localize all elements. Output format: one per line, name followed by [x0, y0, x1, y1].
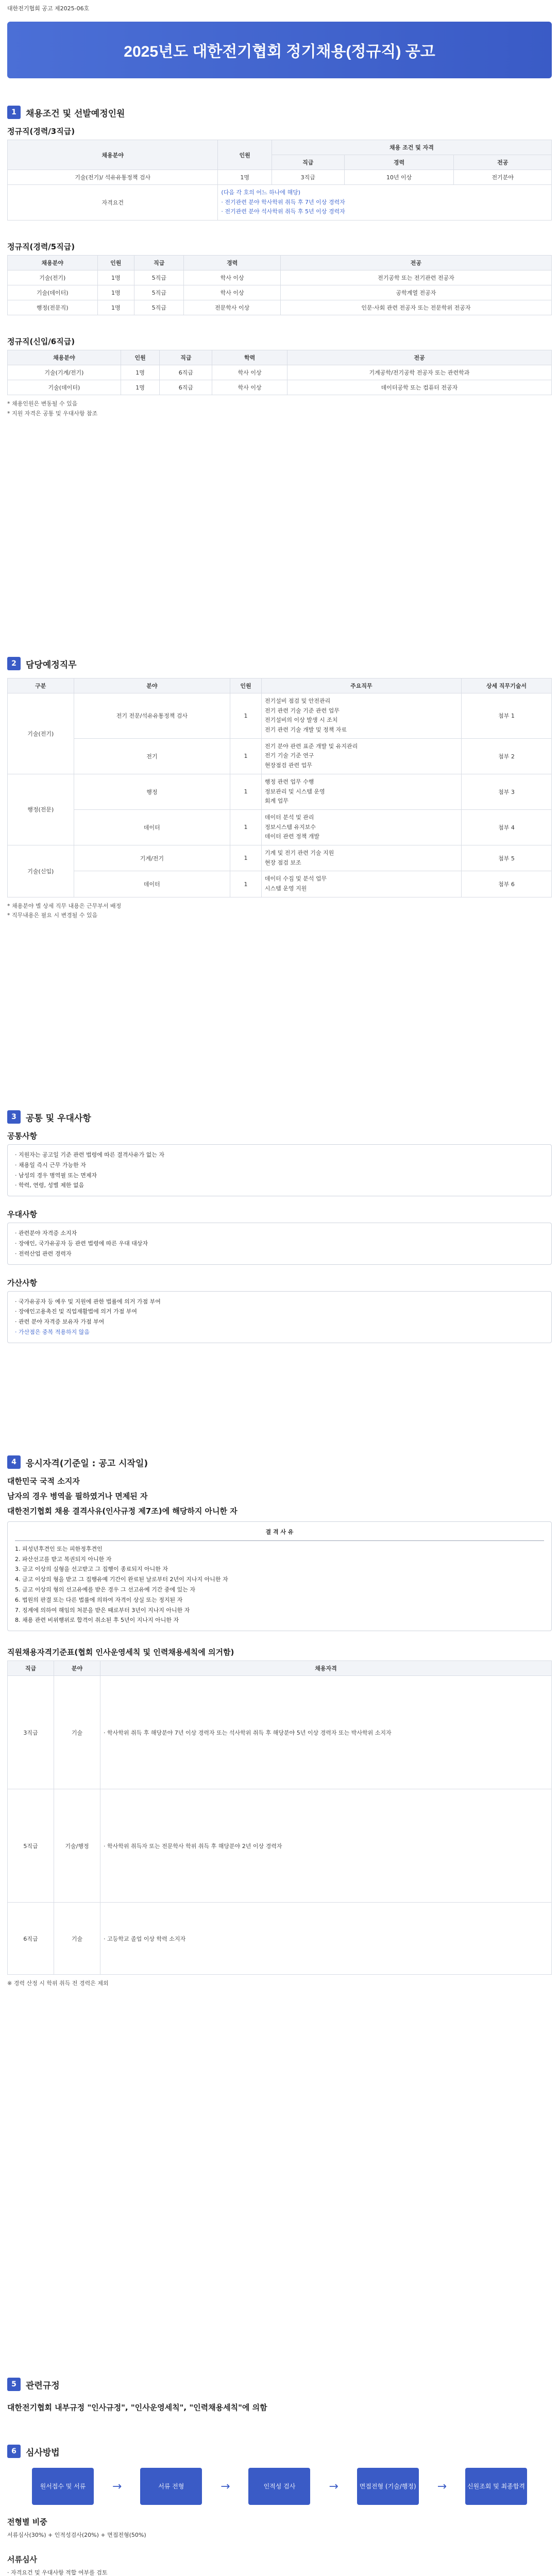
table-row: 기술(전기) 1명 5직급 학사 이상 전기공학 또는 전기관련 전공자 — [8, 270, 552, 285]
table-row: 데이터 1 데이터 분석 및 관리 정보시스템 유지보수 데이터 관련 정책 개발 첨부 4 — [8, 809, 552, 845]
weights-text: 서류심사(30%) + 인적성검사(20%) + 면접전형(50%) — [7, 2532, 146, 2538]
flow-step: 신원조회 및 최종합격 — [465, 2468, 527, 2505]
subsection-title: 정규직(경력/3직급) — [7, 127, 75, 136]
table-grade5: 채용분야 인원 직급 경력 전공 기술(전기) 1명 5직급 학사 이상 전기공학 또는 전기관련 전공자 기술(데이터) 1명 5직급 학사 이상 공학계열 전공자 행정(전문직) 1명 5직급 전문학사 이상 인문·사회 관련 전공자 또는 전문학위 전공자 — [7, 255, 552, 315]
subsection-title: 공통사항 — [7, 1131, 37, 1141]
attachment-link[interactable]: 첨부 2 — [461, 738, 551, 774]
subsection-title: 정규직(신입/6직급) — [7, 337, 75, 347]
subsection-title: 가산사항 — [7, 1278, 37, 1287]
table-row: 5직급 기술/행정 · 학사학위 취득자 또는 전문학사 학위 취득 후 해당분야 2년 이상 경력자 — [8, 1789, 552, 1903]
section-number: 6 — [7, 2445, 21, 2458]
duties-table: 구분 분야 인원 주요직무 상세 직무기술서 기술(전기) 전기 전문/석유유통정책 검사 1 전기설비 점검 및 안전관리 전기 관련 기술 기준 관련 업무 전기설비의 이상 발생 시 조치 전기 관련 기술 개발 및 정책 자료 첨부 1 전기 1 전기 분야 관련 표준 개발 및 유지관리 전기 기술 기준 연구 현장점검 관련 업무 첨부 2 행정(전문) 행정 1 행정 관련 업무 수행 정보관리 및 시스템 운영 회계 업무 첨부 3 데이터 1 데이터 분석 및 관리 정보시스템 유지보수 데이터 관련 정책 개발 첨부 4 기술(신입) 기계/전기 1 기계 및 전기 관련 기술 지원 현장 점검 보조 첨부 5 데이터 1 데이터 수집 및 분석 업무 시스템 운영 지원 첨부 6 — [7, 678, 552, 897]
table-row: 전기 1 전기 분야 관련 표준 개발 및 유지관리 전기 기술 기준 연구 현장점검 관련 업무 첨부 2 — [8, 738, 552, 774]
section-number: 4 — [7, 1455, 21, 1469]
section-number: 3 — [7, 1110, 21, 1124]
regulation-text: 대한전기협회 내부규정 "인사규정", "인사운영세칙", "인력채용세칙"에 의함 — [7, 2403, 267, 2412]
section-title: 관련규정 — [26, 2380, 60, 2391]
section-number: 5 — [7, 2378, 21, 2391]
subsection-title: 대한민국 국적 소지자 — [7, 1477, 80, 1486]
subsection-title: 전형별 비중 — [7, 2517, 47, 2527]
section-title: 채용조건 및 선발예정인원 — [26, 108, 125, 119]
screening-flow: 원서접수 및 서류 → 서류 전형 → 인적성 검사 → 면접전형 (기술/행정) → 신원조회 및 최종합격 — [7, 2461, 552, 2512]
bonus-box: · 국가유공자 등 예우 및 지원에 관한 법률에 의거 가점 부여 · 장애인고용촉진 및 직업재활법에 의거 가점 부여 · 관련 분야 자격증 보유자 가점 부여 · 가산점은 중복 적용하지 않음 — [7, 1291, 552, 1343]
common-box: · 지원자는 공고일 기준 관련 법령에 따른 결격사유가 없는 자 · 채용일 즉시 근무 가능한 자 · 남성의 경우 병역필 또는 면제자 · 학력, 연령, 성별 제한 없음 — [7, 1144, 552, 1196]
section-number: 1 — [7, 106, 21, 119]
table-grade6: 채용분야 인원 직급 학력 전공 기술(기계/전기) 1명 6직급 학사 이상 기계공학/전기공학 전공자 또는 관련학과 기술(데이터) 1명 6직급 학사 이상 데이터공학 또는 컴퓨터 전공자 — [7, 350, 552, 395]
flow-step: 면접전형 (기술/행정) — [357, 2468, 419, 2505]
section-title: 심사방법 — [26, 2447, 60, 2458]
page-title: 2025년도 대한전기협회 정기채용(정규직) 공고 — [124, 43, 435, 60]
section-screening: 6 심사방법 원서접수 및 서류 → 서류 전형 → 인적성 검사 → 면접전형 (기술/행정) → 신원조회 및 최종합격 전형별 비중 서류심사(30%) + 인적성검사(20%) + 면접전형(50%) 서류심사 · 자격요건 및 우대사항 적합 여부를 검토 — [7, 2442, 552, 2576]
attachment-link[interactable]: 첨부 5 — [461, 845, 551, 871]
section-regulations — [7, 2375, 552, 2416]
table-row: 3직급 기술 · 학사학위 취득 후 해당분야 7년 이상 경력자 또는 석사학위 취득 후 해당분야 5년 이상 경력자 또는 박사학위 소지자 — [8, 1676, 552, 1789]
table-row: 자격요건 (다음 각 호의 어느 하나에 해당) · 전기관련 분야 학사학위 취득 후 7년 이상 경력자 · 전기관련 분야 석사학위 취득 후 5년 이상 경력자 — [8, 185, 552, 221]
table-row: 기술(데이터) 1명 5직급 학사 이상 공학계열 전공자 — [8, 285, 552, 300]
subsection-title: 우대사항 — [7, 1210, 37, 1219]
table-row: 기술(기계/전기) 1명 6직급 학사 이상 기계공학/전기공학 전공자 또는 관련학과 — [8, 365, 552, 380]
table-note: ※ 경력 산정 시 학위 취득 전 경력은 제외 — [7, 1980, 109, 1987]
table-row: 기술(전기)/ 석유유통정책 검사 1명 3직급 10년 이상 전기분야 — [8, 170, 552, 185]
section-common-preferences — [7, 1108, 552, 1343]
subsection-title: 서류심사 — [7, 2554, 37, 2564]
subsection-title: 직원채용자격기준표(협회 인사운영세칙 및 인력채용세칙에 의거함) — [7, 1648, 234, 1657]
qualification-table: 직급 분야 채용자격 3직급 기술 · 학사학위 취득 후 해당분야 7년 이상 경력자 또는 석사학위 취득 후 해당분야 5년 이상 경력자 또는 박사학위 소지자 5직급 기술/행정 · 학사학위 취득자 또는 전문학사 학위 취득 후 해당분야 2년 이상 경력자 6직급 기술 · 고등학교 졸업 이상 학력 소지자 — [7, 1660, 552, 1975]
attachment-link[interactable]: 첨부 1 — [461, 693, 551, 739]
attachment-link[interactable]: 첨부 3 — [461, 774, 551, 809]
subsection-title: 남자의 경우 병역을 필하였거나 면제된 자 — [7, 1492, 148, 1501]
table-grade3: 채용분야 인원 채용 조건 및 자격 직급 경력 전공 기술(전기)/ 석유유통정책 검사 1명 3직급 10년 이상 전기분야 자격요건 (다음 각 호의 어느 하나에 해당) · 전기관련 분야 학사학위 취득 후 7년 이상 경력자 · 전기관련 분야 석사학위 취득 후 5년 이상 경력자 — [7, 140, 552, 221]
attachment-link[interactable]: 첨부 6 — [461, 871, 551, 897]
flow-step: 인적성 검사 — [248, 2468, 310, 2505]
subsection-title: 대한전기협회 채용 결격사유(인사규정 제7조)에 해당하지 아니한 자 — [7, 1506, 238, 1516]
table-row: 기술(신입) 기계/전기 1 기계 및 전기 관련 기술 지원 현장 점검 보조 첨부 5 — [8, 845, 552, 871]
section-recruitment-conditions: 1 채용조건 및 선발예정인원 정규직(경력/3직급) 채용분야 인원 채용 조건 및 자격 직급 경력 전공 기술(전기)/ 석유유통정책 검사 1명 3직급 10년 이상 전기분야 자격요건 (다음 각 호의 어느 하나에 해당) · 전기관련 분야 학사학위 취득 후 7년 이상 경력자 · 전기관련 분야 석사학위 취득 후 5년 이상 경력자 정규직(경력/5직급) 채용분야 인원 직급 경력 전공 기술(전기) 1명 5직급 학사 이상 전기공학 또는 전기관련 전공자 기술(데이터) 1명 5직급 학사 이상 공학계열 전공자 행정(전문직) 1명 5직급 전문학사 이상 인문·사회 관련 전공자 또는 전문학위 전공자 정규직(신입/6직급) 채용분야 인원 직급 학력 전공 기술(기계/전기) 1명 6직급 학사 이상 기계공학/전기공학 전공자 또는 관련학과 기술(데이터) 1명 6직급 학사 이상 데이터공학 또는 컴퓨터 전공자 * 채용인원은 변동될 수 있음 * 지원 자격은 공통 및 우대사항 참조 — [7, 103, 552, 418]
table-row: 데이터 1 데이터 수집 및 분석 업무 시스템 운영 지원 첨부 6 — [8, 871, 552, 897]
attachment-link[interactable]: 첨부 4 — [461, 809, 551, 845]
section-title: 공통 및 우대사항 — [26, 1113, 91, 1124]
section-number: 2 — [7, 657, 21, 670]
preference-box: · 관련분야 자격증 소지자 · 장애인, 국가유공자 등 관련 법령에 따른 우대 대상자 · 전력산업 관련 경력자 — [7, 1223, 552, 1264]
table-row: 6직급 기술 · 고등학교 졸업 이상 학력 소지자 — [8, 1903, 552, 1975]
flow-step: 서류 전형 — [140, 2468, 202, 2505]
flow-step: 원서접수 및 서류 — [32, 2468, 94, 2505]
table-row: 기술(데이터) 1명 6직급 학사 이상 데이터공학 또는 컴퓨터 전공자 — [8, 380, 552, 395]
notice-number: 대한전기협회 공고 제2025-06호 — [7, 5, 90, 12]
section-title: 담당예정직무 — [26, 659, 77, 670]
title-banner — [7, 22, 552, 78]
section-title: 응시자격(기준일 : 공고 시작일) — [26, 1458, 148, 1469]
disqualification-box: 결 격 사 유 1. 피성년후견인 또는 피한정후견인 2. 파산선고를 받고 복권되지 아니한 자 3. 금고 이상의 실형을 선고받고 그 집행이 종료되지 아니한 자 4. 금고 이상의 형을 받고 그 집행유예 기간이 완료된 날로부터 2년이 지나지 아니한 자 5. 금고 이상의 형의 선고유예를 받은 경우 그 선고유예 기간 중에 있는 자 6. 법원의 판결 또는 다른 법률에 의하여 자격이 상실 또는 정지된 자 7. 징계에 의하여 해임의 처분을 받은 때로부터 3년이 지나지 아니한 자 8. 채용 관련 비위행위로 합격이 취소된 후 5년이 지나지 아니한 자 — [7, 1521, 552, 1631]
section-duties: 2 담당예정직무 구분 분야 인원 주요직무 상세 직무기술서 기술(전기) 전기 전문/석유유통정책 검사 1 전기설비 점검 및 안전관리 전기 관련 기술 기준 관련 업무 전기설비의 이상 발생 시 조치 전기 관련 기술 개발 및 정책 자료 첨부 1 전기 1 전기 분야 관련 표준 개발 및 유지관리 전기 기술 기준 연구 현장점검 관련 업무 첨부 2 행정(전문) 행정 1 행정 관련 업무 수행 정보관리 및 시스템 운영 회계 업무 첨부 3 데이터 1 데이터 분석 및 관리 정보시스템 유지보수 데이터 관련 정책 개발 첨부 4 기술(신입) 기계/전기 1 기계 및 전기 관련 기술 지원 현장 점검 보조 첨부 5 데이터 1 데이터 수집 및 분석 업무 시스템 운영 지원 첨부 6 * 채용분야 별 상세 직무 내용은 근무부서 배정 * 직무내용은 필요 시 변경될 수 있음 — [7, 654, 552, 921]
table-row: 행정(전문) 행정 1 행정 관련 업무 수행 정보관리 및 시스템 운영 회계 업무 첨부 3 — [8, 774, 552, 809]
table-row: 기술(전기) 전기 전문/석유유통정책 검사 1 전기설비 점검 및 안전관리 전기 관련 기술 기준 관련 업무 전기설비의 이상 발생 시 조치 전기 관련 기술 개발 및 정책 자료 첨부 1 — [8, 693, 552, 739]
subsection-title: 정규직(경력/5직급) — [7, 242, 75, 252]
section-qualifications — [7, 1453, 552, 1989]
table-row: 행정(전문직) 1명 5직급 전문학사 이상 인문·사회 관련 전공자 또는 전문학위 전공자 — [8, 300, 552, 315]
